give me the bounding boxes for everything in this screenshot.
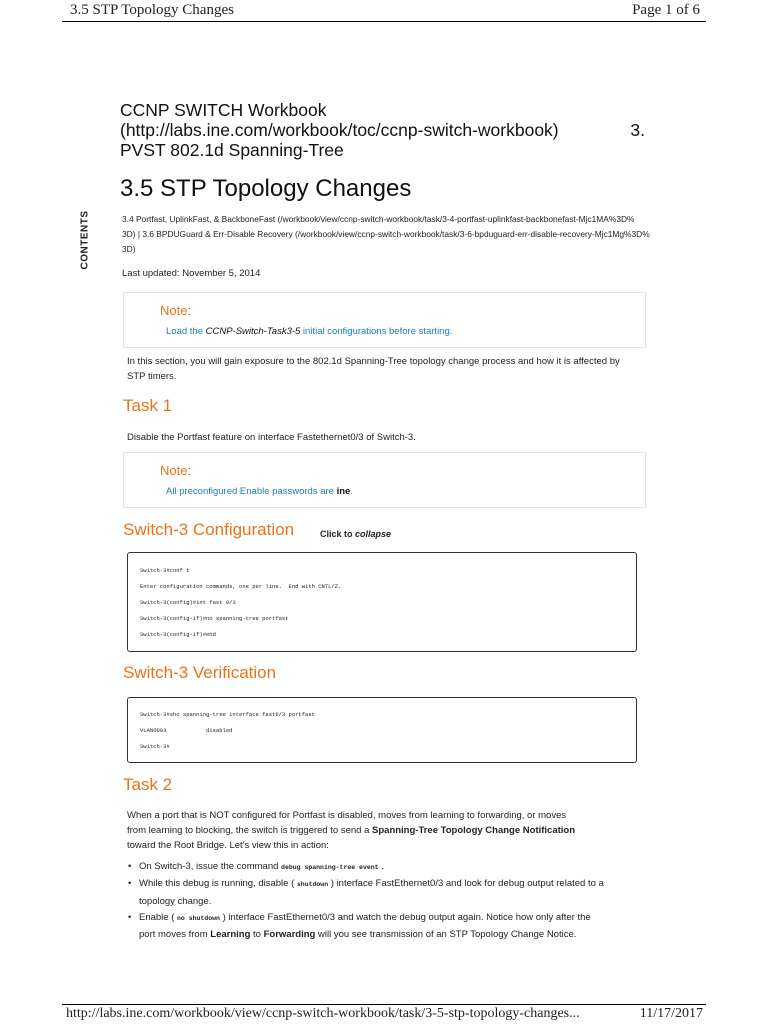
contents-label: CONTENTS: [79, 210, 91, 270]
contents-tab[interactable]: [75, 205, 95, 275]
task2-steps: [128, 859, 648, 943]
inline-code: no shutdown: [177, 914, 220, 922]
config-code-block: [127, 552, 637, 652]
verification-code-block: [127, 697, 637, 763]
config-heading: Switch-3 Configuration: [123, 520, 295, 539]
code-line: Switch-3(config)#int fast 0/3: [140, 599, 236, 606]
footer-divider: [62, 1004, 706, 1005]
code-line: Switch-3#sho spanning-tree interface fast0/3 portfast: [140, 711, 315, 718]
inline-code: shutdown: [296, 881, 329, 889]
intro-paragraph: In this section, you will gain exposure to the 802.1d Spanning-Tree topology change process and how it is affected by STP timers.: [127, 356, 620, 382]
code-line: Switch-3(config-if)#end: [140, 631, 216, 638]
code-line: Enter configuration commands, one per line. End with CNTL/Z.: [140, 583, 342, 590]
workbook-section-number: 3.: [630, 120, 645, 140]
note-box: [123, 292, 646, 348]
workbook-section-name: PVST 802.1d Spanning-Tree: [120, 140, 344, 160]
print-footer-date: 11/17/2017: [639, 1006, 703, 1021]
list-item: • While this debug is running, disable ( shutdown ) interface FastEthernet0/3 and look for debug output related to a topology change.: [128, 878, 604, 907]
next-task-link[interactable]: 3D) | 3.6 BPDUGuard & Err-Disable Recovery (/workbook/view/ccnp-switch-workbook/task/3-6-bpduguard-err-disable-recovery-Mjc1Mg%3D%: [122, 229, 650, 239]
task1-heading: Task 1: [123, 396, 173, 415]
prev-task-link[interactable]: 3.4 Portfast, UplinkFast, & BackboneFast (/workbook/view/ccnp-switch-workbook/task/3-4-portfast-uplinkfast-backbonefast-Mjc1MA%3D%: [122, 214, 635, 224]
note-title: Note:: [160, 463, 192, 478]
header-divider: [62, 21, 706, 22]
verification-heading: Switch-3 Verification: [123, 663, 277, 682]
note-box: [123, 452, 646, 508]
page-title: 3.5 STP Topology Changes: [120, 175, 412, 202]
workbook-link[interactable]: (http://labs.ine.com/workbook/toc/ccnp-switch-workbook): [120, 120, 559, 140]
collapse-toggle[interactable]: Click to collapse: [320, 529, 392, 539]
workbook-title: CCNP SWITCH Workbook: [120, 100, 327, 120]
task1-text: Disable the Portfast feature on interface Fastethernet0/3 of Switch-3.: [127, 432, 416, 443]
code-line: Switch-3#: [140, 743, 170, 750]
next-task-link-end[interactable]: 3D): [122, 244, 136, 254]
inline-code: debug spanning-tree event: [281, 864, 379, 871]
password-value: ine: [336, 486, 351, 497]
list-item: • Enable ( no shutdown ) interface FastEthernet0/3 and watch the debug output again. Notice how only after the port moves from Learning to Forwarding will you see transmission of an STP Topology Change Notice.: [128, 911, 591, 941]
config-name: CCNP-Switch-Task3-5: [205, 326, 301, 337]
task2-paragraph: When a port that is NOT configured for Portfast is disabled, moves from learning to forwarding, or moves from learning to blocking, the switch is triggered to send a Spanning-Tree Topology Change Notification toward the Root Bridge. Let's view this in action:: [127, 810, 576, 851]
task2-heading: Task 2: [123, 775, 173, 794]
code-line: VLAN0003 disabled: [140, 727, 233, 734]
code-line: Switch-3(config-if)#no spanning-tree portfast: [140, 615, 289, 622]
print-header-page: Page 1 of 6: [632, 2, 700, 18]
tcn-term: Spanning-Tree Topology Change Notification: [372, 825, 576, 836]
last-updated: Last updated: November 5, 2014: [122, 268, 261, 279]
print-footer-url: http://labs.ine.com/workbook/view/ccnp-switch-workbook/task/3-5-stp-topology-changes...: [66, 1006, 580, 1021]
note-text: All preconfigured Enable passwords are ine.: [166, 486, 353, 497]
workbook-heading: [120, 100, 645, 160]
note-text: Load the CCNP-Switch-Task3-5 initial configurations before starting.: [166, 326, 453, 337]
task-navigation: [122, 212, 657, 257]
code-line: Switch-3#conf t: [140, 567, 190, 574]
print-header-title: 3.5 STP Topology Changes: [70, 2, 234, 18]
note-title: Note:: [160, 303, 192, 318]
list-item: • On Switch-3, issue the command debug spanning-tree event .: [128, 861, 384, 872]
